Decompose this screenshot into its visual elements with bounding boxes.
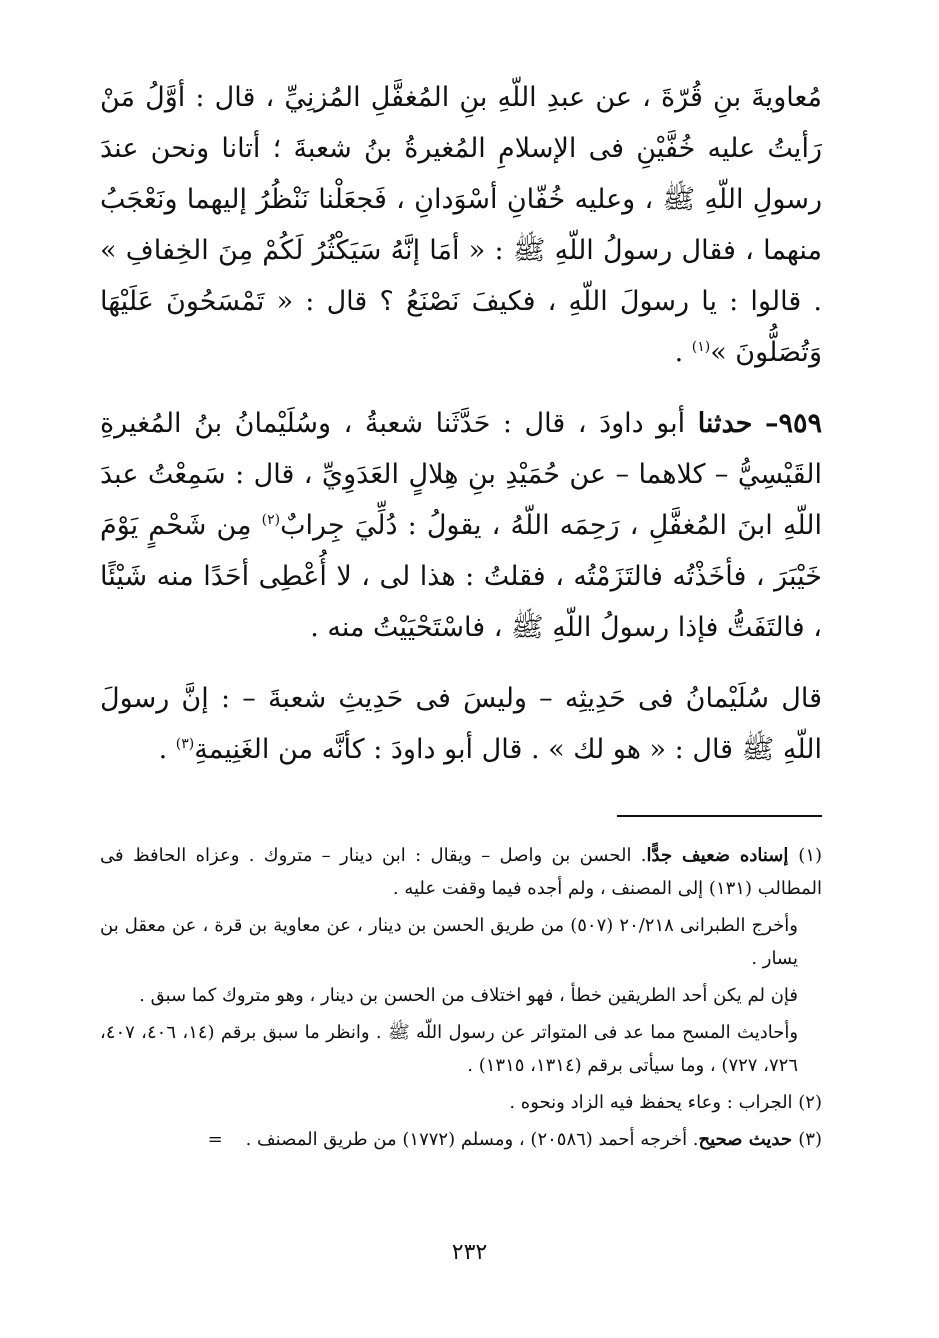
paragraph-end: .: [674, 337, 692, 368]
footnote-2: (٢) الجراب : وعاء يحفظ فيه الزاد ونحوه .: [509, 1092, 822, 1113]
footnote-text: . أخرجه أحمد (٢٠٥٨٦) ، ومسلم (١٧٧٢) من طريق المصنف .: [245, 1129, 699, 1150]
continuation-mark: =: [207, 1129, 223, 1150]
footnote-grade: حديث صحيح: [698, 1129, 799, 1150]
footnote-text: . الحسن بن واصل – ويقال : ابن دينار – متروك . وعزاه الحافظ فى المطالب (١٣١) إلى المصنف ، ولم أجده فيما وقفت عليه .: [100, 845, 822, 899]
footnote-ref-2: (٢): [261, 512, 281, 528]
footnote-1-para-4: وأحاديث المسح مما عد فى المتواتر عن رسول اللّه ﷺ . وانظر ما سبق برقم (١٤، ٤٠٦، ٤٠٧، ٧٢٦، ٧٢٧) ، وما سيأتى برقم (١٣١٤، ١٣١٥) .: [100, 1022, 799, 1076]
paragraph-end: .: [158, 734, 176, 765]
paragraph-text: مُعاويةَ بنِ قُرّةَ ، عن عبدِ اللّهِ بنِ المُغفَّلِ المُزنِيِّ ، قال : أوَّلُ مَنْ رَأيتُ عليه خُفَّيْنِ فى الإسلامِ المُغيرةُ بنُ شعبةَ ؛ أتانا ونحن عندَ رسولِ اللّهِ ﷺ ، وعليه خُفّانِ أسْوَدانِ ، فَجعَلْنا نَنْظُرُ إليهما ونَعْجَبُ منهما ، فقال رسولُ اللّهِ ﷺ : « أمَا إنَّهُ سَيَكْثُرُ لَكُمْ مِنَ الخِفافِ » . قالوا : يا رسولَ اللّهِ ، فكيفَ نَصْنَعُ ؟ قال : « تَمْسَحُونَ عَلَيْهَا وَتُصَلُّونَ »: [100, 82, 822, 368]
hadith-lead: حدثنا: [697, 408, 753, 439]
footnote-1: [100, 839, 822, 905]
footnote-1-para-2: وأخرج الطبرانى ٢٠/٢١٨ (٥٠٧) من طريق الحسن بن دينار ، عن معاوية بن قرة ، عن معقل بن يسار .: [100, 915, 798, 969]
footnote-grade: إسناده ضعيف جدًّا: [646, 845, 799, 866]
hadith-text-b: مِن شَحْمٍ يَوْمَ خَيْبَرَ ، فأخَذْتُه فالتَزَمْتُه ، فقلتُ : هذا لى ، لا أُعْطِى أحَدًا منه شَيْئًا ، فالتَفَتُّ فإذا رسولُ اللّهِ ﷺ ، فاسْتَحْيَيْتُ منه .: [100, 510, 822, 643]
main-text: [100, 72, 822, 775]
page-number: ٢٣٢: [451, 1240, 488, 1265]
footnote-number: (٣): [798, 1129, 822, 1150]
footnote-ref-3: (٣): [175, 736, 195, 752]
footnote-divider: [617, 815, 822, 817]
paragraph-sulayman: [100, 673, 822, 775]
footnote-ref-1: (١): [691, 339, 711, 355]
hadith-number: ٩٥٩–: [764, 408, 822, 439]
footnotes: [100, 839, 822, 1156]
paragraph-text: قال سُلَيْمانُ فى حَدِيثِه – وليسَ فى حَدِيثِ شعبةَ – : إنَّ رسولَ اللّهِ ﷺ قال : « هو لك » . قال أبو داودَ : كأنَّه من الغَنِيمةِ: [100, 683, 822, 765]
footnote-3: [100, 1123, 822, 1156]
paragraph-continuation: [100, 72, 822, 378]
book-page: [100, 72, 822, 1292]
footnote-1-para-3: فإن لم يكن أحد الطريقين خطأ ، فهو اختلاف من الحسن بن دينار ، وهو متروك كما سبق .: [139, 985, 798, 1006]
hadith-text-a: أبو داودَ ، قال : حَدَّثَنا شعبةُ ، وسُلَيْمانُ بنُ المُغيرةِ القَيْسِيُّ – كلاهما – عن حُمَيْدِ بنِ هِلالٍ العَدَوِيِّ ، قال : سَمِعْتُ عبدَ اللّهِ ابنَ المُغفَّلِ ، رَحِمَه اللّهُ ، يقولُ : دُلِّيَ جِرابٌ: [100, 408, 822, 541]
hadith-959: [100, 398, 822, 653]
footnote-number: (١): [798, 845, 823, 866]
